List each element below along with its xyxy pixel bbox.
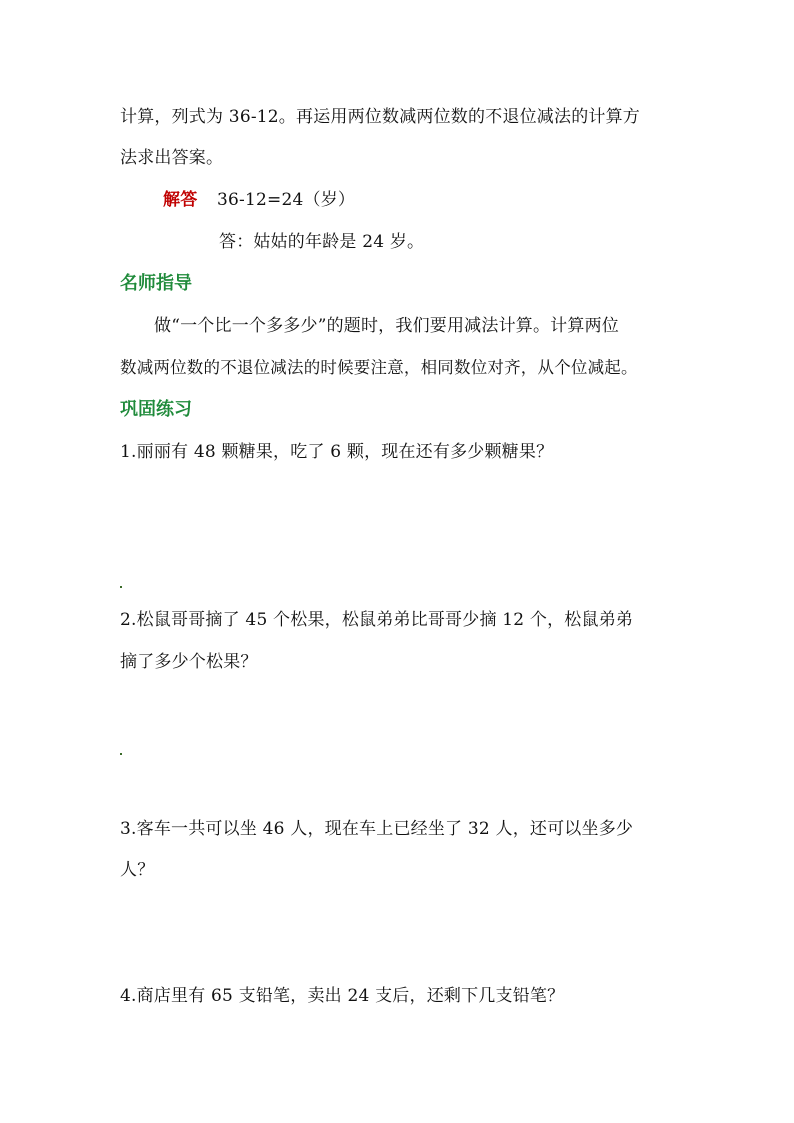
answer-space-mark-2 — [120, 753, 122, 755]
answer-row — [163, 188, 355, 212]
question-3-line-1: 3.客车一共可以坐 46 人，现在车上已经坐了 32 人，还可以坐多少 — [120, 819, 634, 839]
solution-line-2: 法求出答案。 — [120, 148, 224, 168]
answer-expression: 36-12=24（岁） — [217, 190, 356, 210]
answer-space-mark-1 — [120, 586, 122, 588]
question-2-line-2: 摘了多少个松果？ — [120, 652, 258, 672]
question-4: 4.商店里有 65 支铅笔，卖出 24 支后，还剩下几支铅笔？ — [120, 986, 565, 1006]
question-3-line-2: 人？ — [120, 860, 155, 880]
teacher-guide-heading: 名师指导 — [120, 273, 192, 294]
answer-label: 解答 — [163, 190, 198, 210]
practice-heading: 巩固练习 — [120, 399, 192, 420]
solution-line-1: 计算，列式为 36-12。再运用两位数减两位数的不退位减法的计算方 — [120, 107, 641, 127]
question-2-line-1: 2.松鼠哥哥摘了 45 个松果，松鼠弟弟比哥哥少摘 12 个，松鼠弟弟 — [120, 610, 634, 630]
teacher-guide-line-2: 数减两位数的不退位减法的时候要注意，相同数位对齐，从个位减起。 — [120, 358, 638, 377]
question-1: 1.丽丽有 48 颗糖果，吃了 6 颗，现在还有多少颗糖果？ — [120, 442, 554, 462]
teacher-guide-line-1: 做“一个比一个多多少”的题时，我们要用减法计算。计算两位 — [154, 316, 619, 336]
answer-text: 答：姑姑的年龄是 24 岁。 — [219, 232, 425, 252]
